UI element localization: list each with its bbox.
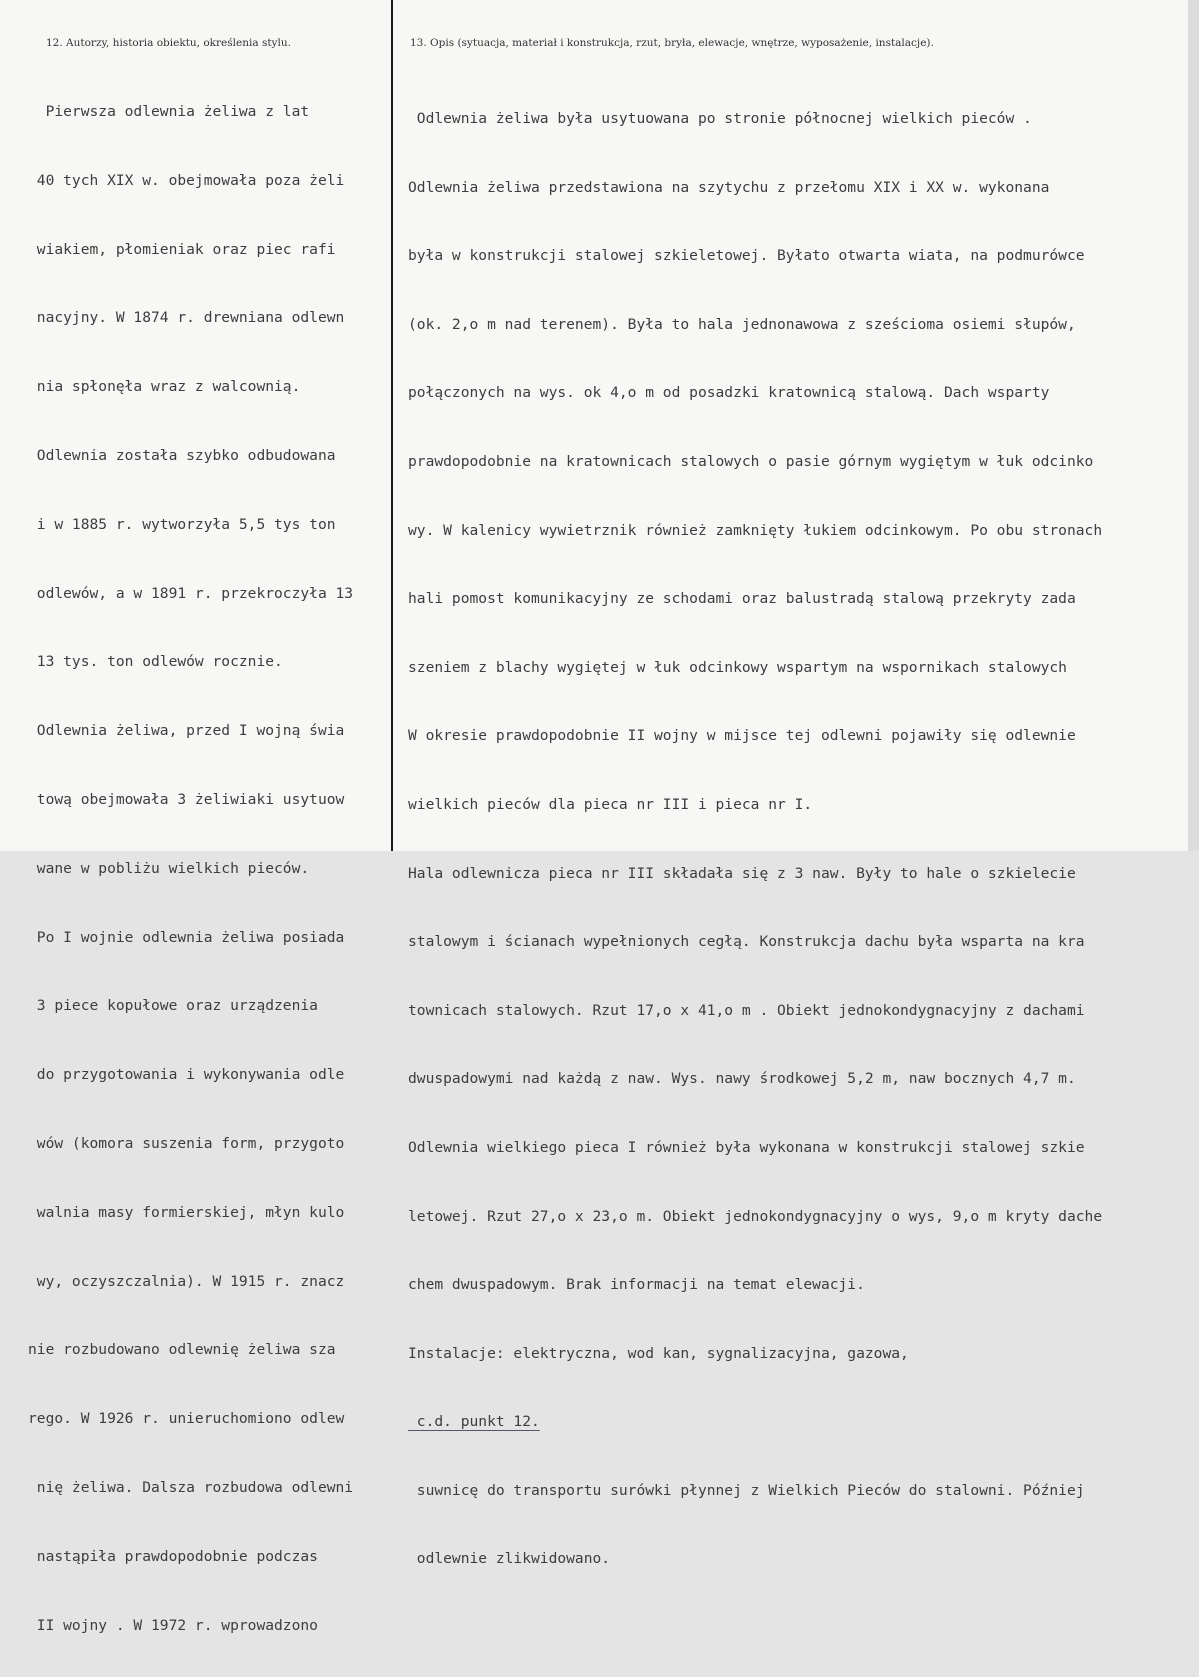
text-line: Odlewnia została szybko odbudowana <box>28 446 336 464</box>
text-line: nastąpiła prawdopodobnie podczas <box>28 1547 318 1565</box>
text-line: nacyjny. W 1874 r. drewniana odlewn <box>28 309 345 327</box>
continuation-reference: c.d. punkt 12. <box>408 1413 540 1431</box>
text-line: stalowym i ścianach wypełnionych cegłą. Konstrukcja dachu była wsparta na kra <box>408 933 1085 951</box>
text-line: (ok. 2,o m nad terenem). Była to hala jednonawowa z sześcioma osiemi słupów, <box>408 315 1076 333</box>
text-line: townicach stalowych. Rzut 17,o x 41,o m . Obiekt jednokondygnacyjny z dachami <box>408 1001 1085 1019</box>
text-line: odlewnie zlikwidowano. <box>408 1550 611 1568</box>
text-line: Odlewnia żeliwa przedstawiona na szytychu z przełomu XIX i XX w. wykonana <box>408 178 1050 196</box>
text-line: szeniem z blachy wygiętej w łuk odcinkowy wspartym na wspornikach stalowych <box>408 658 1067 676</box>
text-line: walnia masy formierskiej, młyn kulo <box>28 1203 345 1221</box>
text-line: dwuspadowymi nad każdą z naw. Wys. nawy środkowej 5,2 m, naw bocznych 4,7 m. <box>408 1070 1076 1088</box>
text-line: nia spłonęła wraz z walcownią. <box>28 378 301 396</box>
history-text <box>28 61 392 1677</box>
text-line: do przygotowania i wykonywania odle <box>28 1066 345 1084</box>
text-line: 40 tych XIX w. obejmowała poza żeli <box>28 171 345 189</box>
text-line: wane w pobliżu wielkich pieców. <box>28 859 310 877</box>
text-line: Instalacje: elektryczna, wod kan, sygnalizacyjna, gazowa, <box>408 1344 909 1362</box>
section-13-header: 13. Opis (sytuacja, materiał i konstrukcja, rzut, bryła, elewacje, wnętrze, wyposażenie, instalacje). <box>410 37 934 49</box>
text-line: II wojny . W 1972 r. wprowadzono <box>28 1616 318 1634</box>
text-line: hali pomost komunikacyjny ze schodami oraz balustradą stalową przekryty zada <box>408 590 1076 608</box>
text-line: połączonych na wys. ok 4,o m od posadzki kratownicą stalową. Dach wsparty <box>408 384 1050 402</box>
text-line: tową obejmowała 3 żeliwiaki usytuow <box>28 790 345 808</box>
text-line: 3 piece kopułowe oraz urządzenia <box>28 997 318 1015</box>
text-line: wy, oczyszczalnia). W 1915 r. znacz <box>28 1272 345 1290</box>
text-line: prawdopodobnie na kratownicach stalowych o pasie górnym wygiętym w łuk odcinko <box>408 452 1094 470</box>
section-12-header: 12. Autorzy, historia obiektu, określenia stylu. <box>46 37 291 49</box>
text-line: Odlewnia wielkiego pieca I również była wykonana w konstrukcji stalowej szkie <box>408 1138 1085 1156</box>
text-line: nie rozbudowano odlewnię żeliwa sza <box>28 1341 336 1359</box>
text-line: wielkich pieców dla pieca nr III i pieca nr I. <box>408 795 813 813</box>
text-line: nię żeliwa. Dalsza rozbudowa odlewni <box>28 1478 354 1496</box>
text-line: była w konstrukcji stalowej szkieletowej. Byłato otwarta wiata, na podmurówce <box>408 247 1085 265</box>
text-line: Hala odlewnicza pieca nr III składała się z 3 naw. Były to hale o szkielecie <box>408 864 1076 882</box>
text-line: wy. W kalenicy wywietrznik również zamknięty łukiem odcinkowym. Po obu stronach <box>408 521 1103 539</box>
text-line: odlewów, a w 1891 r. przekroczyła 13 <box>28 584 354 602</box>
text-line: 13 tys. ton odlewów rocznie. <box>28 653 283 671</box>
text-line: chem dwuspadowym. Brak informacji na temat elewacji. <box>408 1276 865 1294</box>
text-line: Odlewnia żeliwa, przed I wojną świa <box>28 722 345 740</box>
text-line: wiakiem, płomieniak oraz piec rafi <box>28 240 336 258</box>
text-line: letowej. Rzut 27,o x 23,o m. Obiekt jednokondygnacyjny o wys, 9,o m kryty dache <box>408 1207 1103 1225</box>
text-line: Po I wojnie odlewnia żeliwa posiada <box>28 928 345 946</box>
text-line: rego. W 1926 r. unieruchomiono odlew <box>28 1410 345 1428</box>
text-line: i w 1885 r. wytworzyła 5,5 tys ton <box>28 515 336 533</box>
text-line: W okresie prawdopodobnie II wojny w mijsce tej odlewni pojawiły się odlewnie <box>408 727 1076 745</box>
text-line: suwnicę do transportu surówki płynnej z Wielkich Pieców do stalowni. Później <box>408 1481 1085 1499</box>
text-line: Odlewnia żeliwa była usytuowana po stronie północnej wielkich pieców . <box>408 110 1032 127</box>
description-text <box>408 68 1198 1611</box>
text-line: wów (komora suszenia form, przygoto <box>28 1134 345 1152</box>
text-line: Pierwsza odlewnia żeliwa z lat <box>28 103 310 120</box>
